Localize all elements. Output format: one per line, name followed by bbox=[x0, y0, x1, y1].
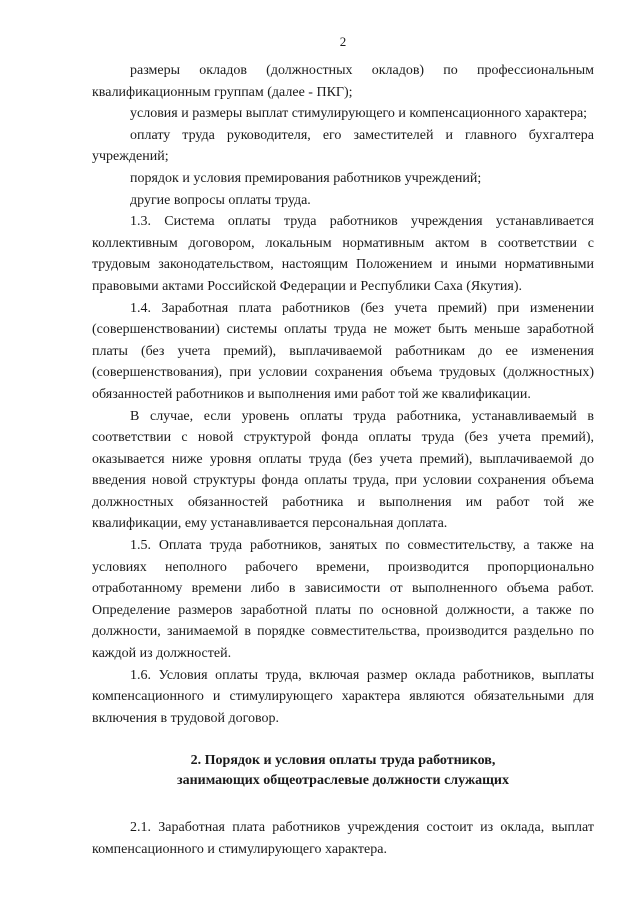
paragraph-1-5: 1.5. Оплата труда работников, занятых по совместительству, а также на условиях неполного рабочего времени, производится пропорционально отработанному времени либо в зависимости от выполненного объема работ. Определение размеров заработной платы по основной должности, а также по должности, занимаемой в порядке совместительства, производится раздельно по каждой из должностей. bbox=[92, 538, 594, 662]
intro-item-other: другие вопросы оплаты труда. bbox=[130, 192, 311, 208]
intro-item-management-pay: оплату труда руководителя, его заместителей и главного бухгалтера учреждений; bbox=[92, 127, 594, 165]
intro-item-bonus: порядок и условия премирования работников учреждений; bbox=[130, 170, 482, 186]
section-2-title-line-1: 2. Порядок и условия оплаты труда работников, bbox=[190, 753, 496, 769]
paragraph-1-4: 1.4. Заработная плата работников (без учета премий) при изменении (совершенствовании) системы оплаты труда не может быть меньше заработной платы (без учета премий), выплачиваемой работникам до ее изменения (совершенствования), при условии сохранения объема трудовых (должностных) обязанностей работников и выполнения ими работ той же квалификации. bbox=[92, 300, 594, 402]
section-2-title bbox=[92, 751, 594, 791]
document-page bbox=[92, 34, 594, 861]
paragraph-personal-allowance: В случае, если уровень оплаты труда работника, устанавливаемый в соответствии с новой структурой фонда оплаты труда (без учета премий), оказывается ниже уровня оплаты труда (без учета премий), выплачиваемой до введения новой структуры фонда оплаты труда, при условии сохранения объема должностных обязанностей работника и выполнения им работ той же квалификации, ему устанавливается персональная доплата. bbox=[92, 408, 594, 532]
intro-item-pkg: размеры окладов (должностных окладов) по профессиональным квалификационным группам (далее - ПКГ); bbox=[92, 63, 594, 100]
paragraph-2-1: 2.1. Заработная плата работников учреждения состоит из оклада, выплат компенсационного и стимулирующего характера. bbox=[92, 820, 594, 857]
page-number: 2 bbox=[339, 34, 347, 49]
paragraph-1-6: 1.6. Условия оплаты труда, включая размер оклада работников, выплаты компенсационного и стимулирующего характера являются обязательными для включения в трудовой договор. bbox=[92, 667, 594, 726]
paragraph-1-3: 1.3. Система оплаты труда работников учреждения устанавливается коллективным договором, локальным нормативным актом в соответствии с трудовым законодательством, настоящим Положением и иными нормативными правовыми актами Российской Федерации и Республики Саха (Якутия). bbox=[92, 214, 594, 294]
intro-item-incentive: условия и размеры выплат стимулирующего и компенсационного характера; bbox=[130, 106, 588, 122]
section-2-title-line-2: занимающих общеотраслевые должности служащих bbox=[176, 773, 509, 789]
